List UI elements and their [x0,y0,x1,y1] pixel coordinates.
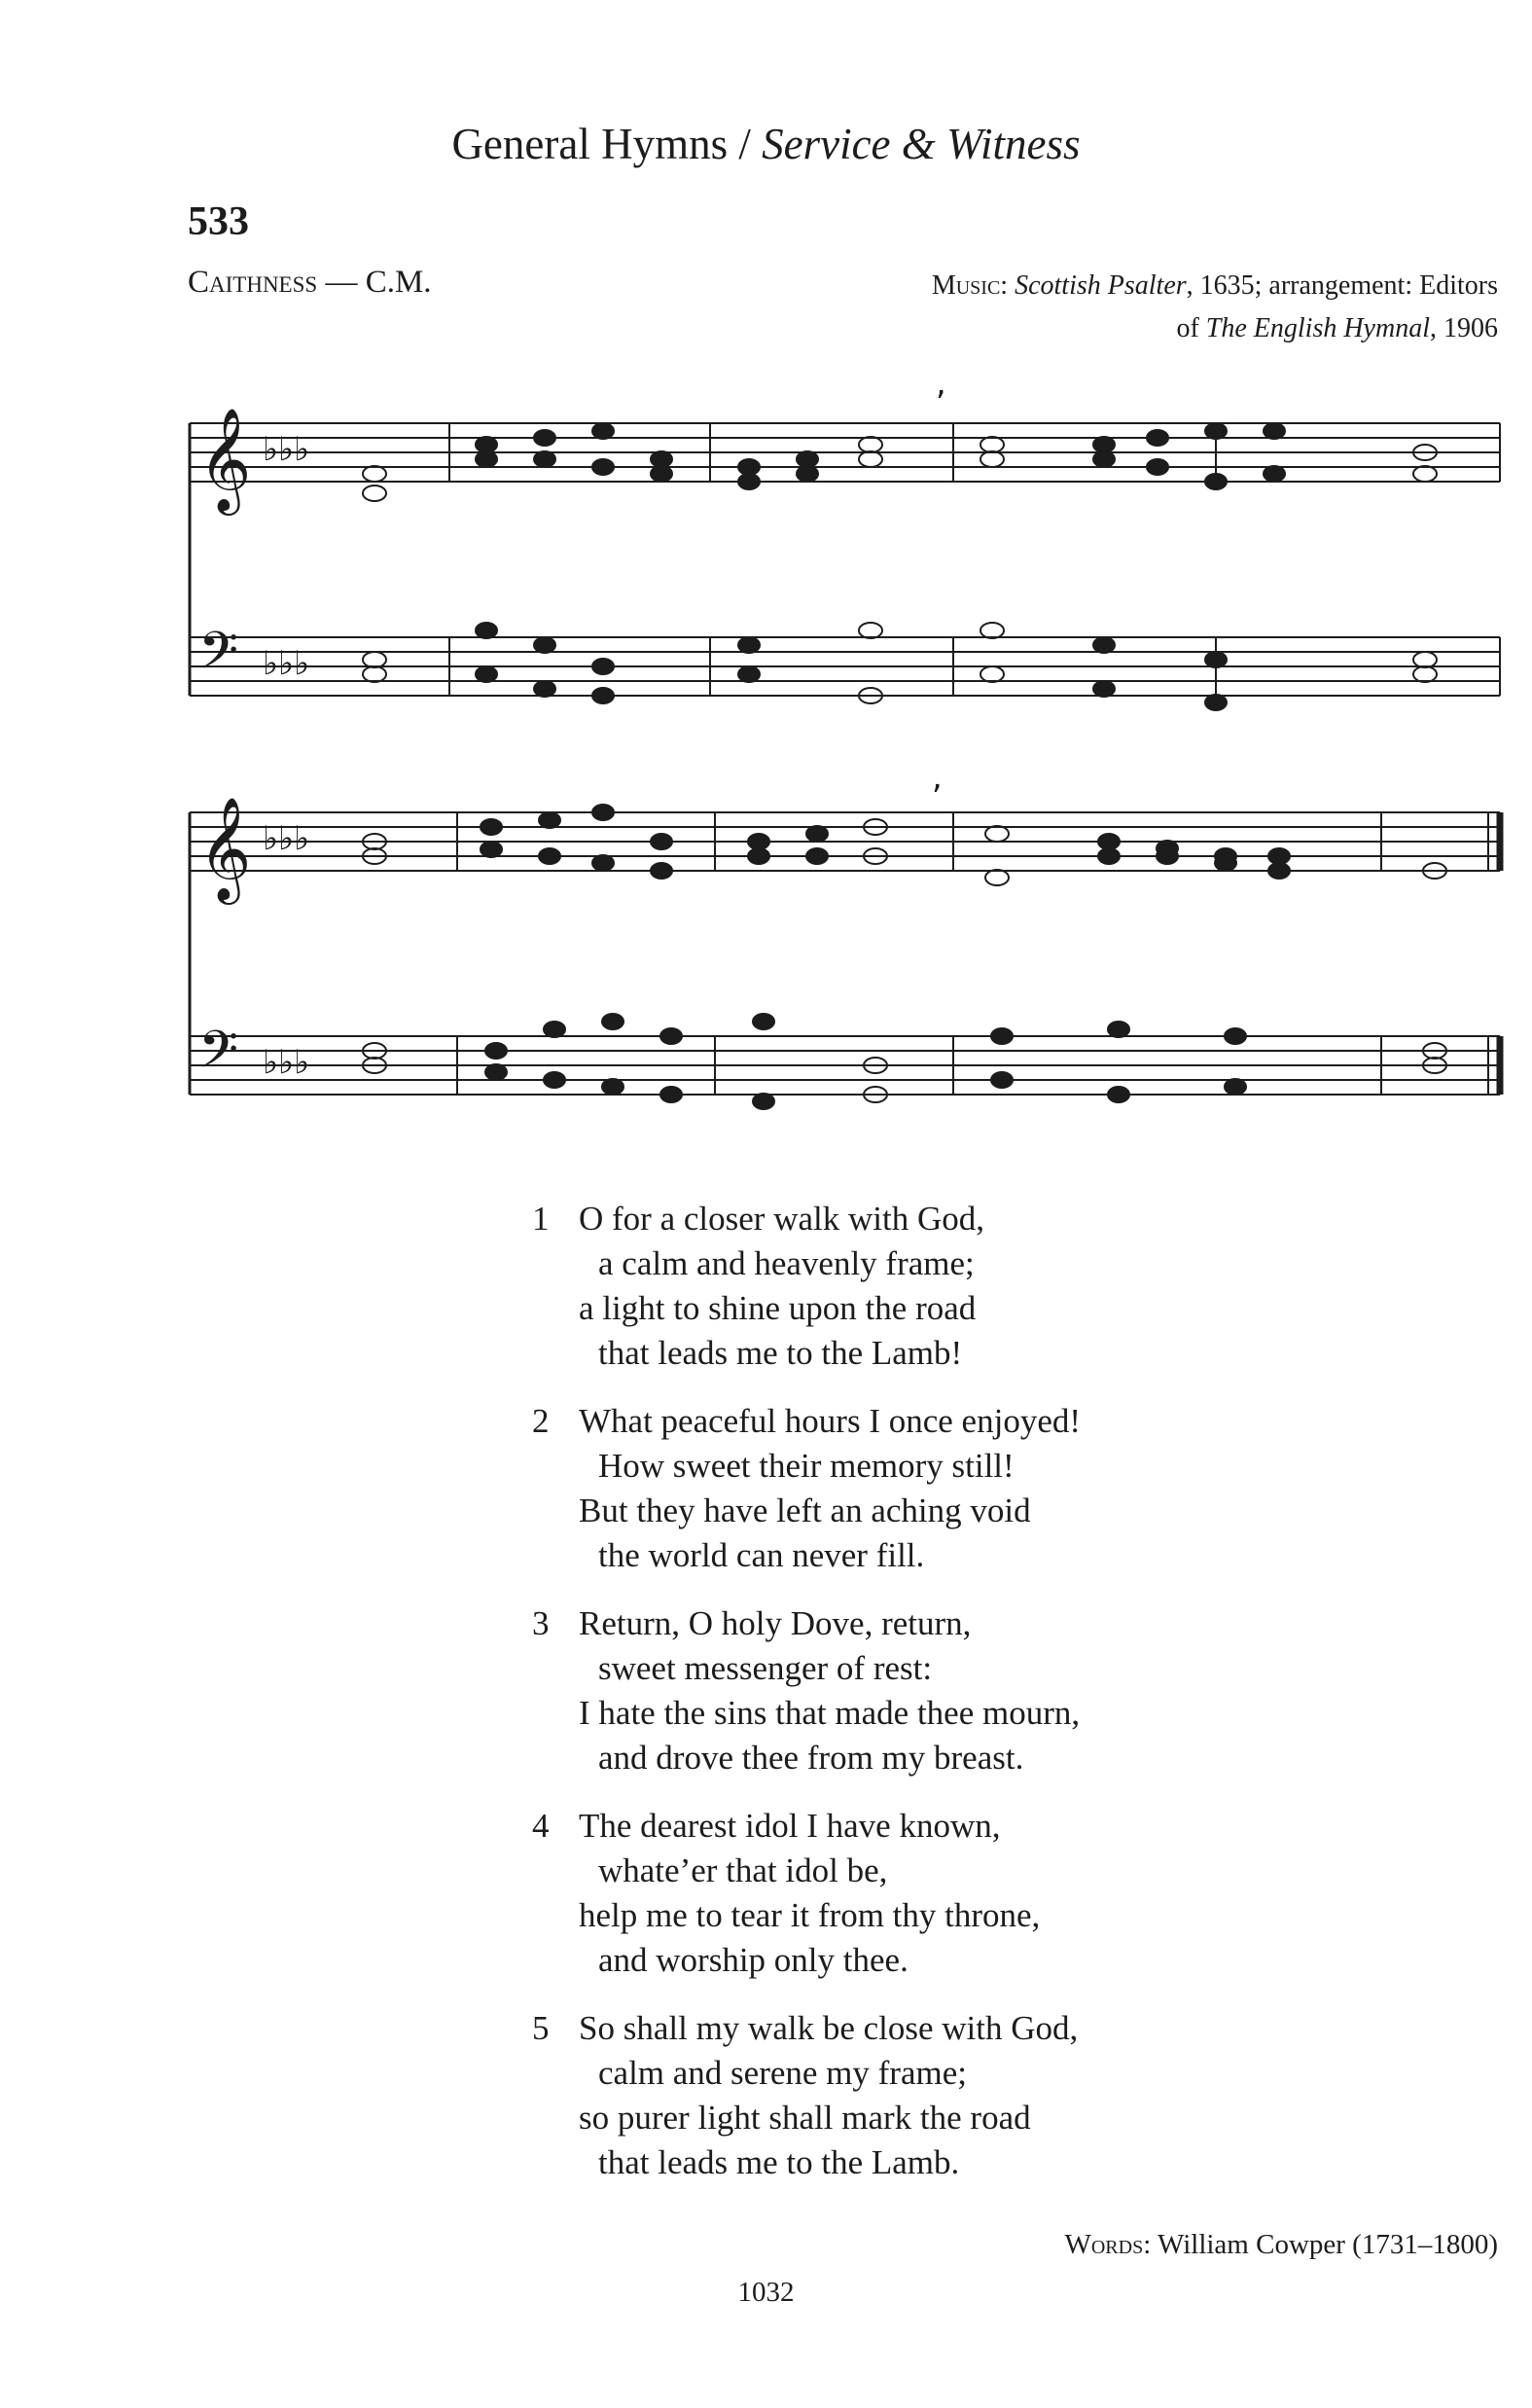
stanza-line: and drove thee from my breast. [598,1739,1024,1777]
stanza-line: How sweet their memory still! [598,1447,1015,1485]
note-head [806,848,828,864]
note-head [1093,637,1115,653]
note-head [748,848,769,864]
subsection-title: Service & Witness [762,120,1081,168]
meter: C.M. [365,265,432,300]
note-head [363,485,386,501]
stanza-1 [532,1197,1213,1376]
note-head [1413,466,1437,482]
stanza-line: O for a closer walk with God, [579,1200,984,1238]
note-head [797,451,818,467]
note-head [544,1022,565,1037]
note-head [753,1094,774,1109]
stanza-line: But they have left an aching void [579,1492,1031,1529]
key-flats-bass-2: ♭♭♭ [263,1043,310,1082]
stanza-line: sweet messenger of rest: [598,1649,933,1687]
note-head [1225,1079,1246,1095]
note-head [592,423,614,439]
note-head [592,855,614,871]
note-head [363,466,386,482]
note-head [1098,848,1120,864]
stanza-line: The dearest idol I have known, [579,1807,1001,1845]
note-head [1268,863,1290,879]
page-number: 1032 [737,2277,795,2308]
breath-mark-1: , [936,365,946,403]
key-flats-bass-1: ♭♭♭ [263,644,310,683]
words-credit [1064,2229,1498,2261]
note-head [651,863,672,879]
breath-mark-2: , [932,758,943,797]
note-head [1108,1022,1129,1037]
note-head [476,623,497,638]
stanza-number: 4 [532,1807,550,1845]
notes-system-2 [363,805,1446,1109]
note-head [797,466,818,482]
note-head [476,451,497,467]
stanza-line: help me to tear it from thy throne, [579,1896,1041,1934]
note-head [980,437,1004,452]
note-head [1268,848,1290,864]
music-score [185,365,1508,1163]
clefs-2 [198,758,943,1093]
stanza-line: I hate the sins that made thee mourn, [579,1694,1081,1732]
note-head [660,1028,682,1044]
key-flats-treble-1: ♭♭♭ [263,430,310,469]
note-head [534,451,555,467]
note-head [1093,451,1115,467]
stanza-line: calm and serene my frame; [598,2054,967,2092]
stanza-number: 5 [532,2009,550,2047]
note-head [738,666,760,682]
note-head [651,466,672,482]
note-head [534,430,555,446]
note-head [481,842,502,857]
note-head [476,666,497,682]
music-source: Scottish Psalter [1015,270,1187,301]
stanza-line: so purer light shall mark the road [579,2099,1031,2137]
note-head [485,1064,507,1080]
note-head [1093,437,1115,452]
words-credit-text: William Cowper (1731–1800) [1151,2229,1498,2260]
note-head [859,451,882,467]
note-head [592,688,614,703]
note-head [544,1072,565,1088]
key-flats-treble-2: ♭♭♭ [263,819,310,858]
note-head [806,826,828,842]
note-head [748,834,769,849]
music-credit-label: Music: [931,270,1009,301]
note-head [1205,474,1227,489]
music-credit-text3: , 1906 [1430,313,1498,343]
note-head [738,637,760,653]
stanza-2 [532,1399,1213,1578]
stanza-number: 2 [532,1402,550,1440]
bass-staff-1 [190,637,1500,696]
stanza-line: that leads me to the Lamb! [598,1334,963,1372]
note-head [1205,423,1227,439]
note-head [1413,666,1437,682]
note-head [738,474,760,489]
stanza-line: So shall my walk be close with God, [579,2009,1079,2047]
note-head [738,459,760,475]
header-separator: / [728,120,763,168]
meter-separator: — [317,265,366,300]
note-head [592,459,614,475]
note-head [980,623,1004,638]
treble-clef-icon: 𝄞 [198,407,252,511]
note-head [1108,1087,1129,1102]
note-head [1147,430,1168,446]
words-credit-label: Words: [1064,2229,1152,2260]
note-head [1225,1028,1246,1044]
note-head [985,826,1009,842]
note-head [991,1028,1013,1044]
bass-clef-icon: 𝄢 [198,622,239,694]
note-head [980,451,1004,467]
note-head [1157,848,1178,864]
stanza-5 [532,2006,1213,2185]
note-head [980,666,1004,682]
section-title: General Hymns [451,120,729,168]
stanza-3 [532,1601,1213,1780]
note-head [602,1014,623,1029]
note-head [602,1079,623,1095]
stanza-number: 1 [532,1200,550,1238]
note-head [859,623,882,638]
note-head [753,1014,774,1029]
note-head [660,1087,682,1102]
treble-clef-icon: 𝄞 [198,796,252,900]
note-head [592,805,614,820]
note-head [1264,466,1285,482]
note-head [651,834,672,849]
music-credit [932,265,1498,350]
note-head [534,637,555,653]
note-head [985,870,1009,885]
music-work: The English Hymnal [1205,313,1430,343]
barlines-2 [457,812,1500,1095]
bass-clef-icon: 𝄢 [198,1021,239,1093]
stanza-line: whate’er that idol be, [598,1851,888,1889]
stanza-line: the world can never fill. [598,1536,925,1574]
stanza-4 [532,1804,1213,1983]
stanza-line: a calm and heavenly frame; [598,1244,975,1282]
stanza-line: and worship only thee. [598,1941,909,1979]
note-head [1098,834,1120,849]
note-head [539,848,560,864]
stanza-line: that leads me to the Lamb. [598,2143,960,2181]
score-system-1 [190,423,1500,696]
note-head [1205,695,1227,710]
note-head [1215,855,1236,871]
note-head [363,652,386,667]
note-head [1205,652,1227,667]
stanza-line: Return, O holy Dove, return, [579,1604,972,1642]
note-head [1413,652,1437,667]
hymn-number: 533 [188,199,249,244]
page-header [0,119,1532,169]
note-head [592,659,614,674]
note-head [1264,423,1285,439]
stanza-number: 3 [532,1604,550,1642]
note-head [1147,459,1168,475]
note-head [539,812,560,828]
music-credit-text1: , 1635; arrangement: Editors [1186,270,1498,301]
note-head [991,1072,1013,1088]
note-head [534,681,555,697]
music-credit-text2: of [1176,313,1206,343]
clefs-1 [198,365,946,694]
note-head [481,819,502,835]
tune-line [188,265,432,301]
note-head [363,666,386,682]
note-head [651,451,672,467]
stanza-line: a light to shine upon the road [579,1289,977,1327]
note-head [476,437,497,452]
note-head [859,437,882,452]
note-head [485,1043,507,1059]
tune-name: Caithness [188,265,318,300]
stanza-line: What peaceful hours I once enjoyed! [579,1402,1082,1440]
note-head [1093,681,1115,697]
